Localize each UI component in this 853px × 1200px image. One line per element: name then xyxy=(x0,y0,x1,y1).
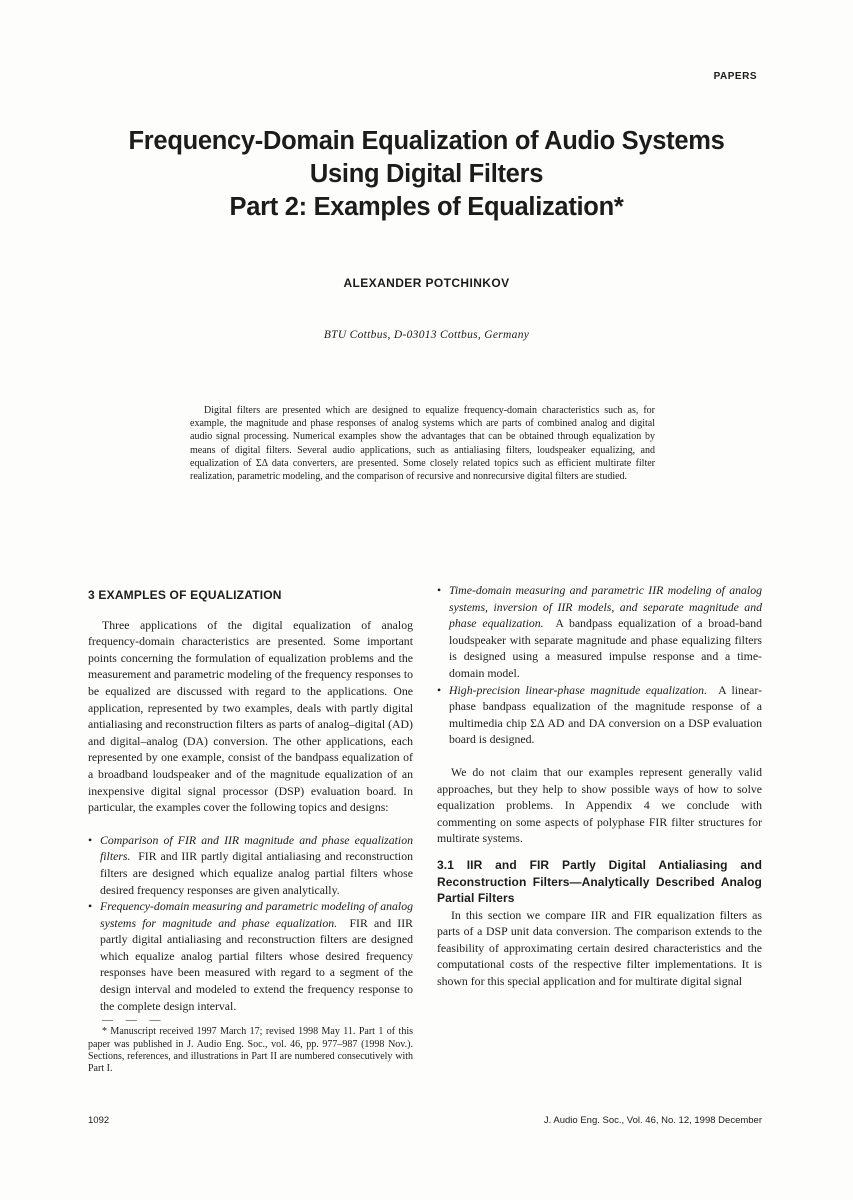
abstract-text: Digital filters are presented which are designed to equalize frequency-domain characteristics such as, for example, the magnitude and phase responses of analog systems which are parts of combined analog and digital audio signal processing. Numerical examples show the advantages that can be obtained through equalization by means of digital filters. Several audio applications, such as antialiasing filters, loudspeaker equalizing, and equalization of ΣΔ data converters, are presented. Some closely related topics such as efficient multirate filter realization, parametric modeling, and the comparison of recursive and nonrecursive digital filters are studied. xyxy=(190,405,655,483)
paper-title xyxy=(0,125,853,224)
bullet-text: A bandpass equalization of a broad-band loudspeaker with separate magnitude and phase equalizing filters is designed using a measured impulse response and a time-domain model. xyxy=(449,616,763,680)
bullet-title: Frequency-domain measuring and parametric modeling of analog systems for magnitude and phase equalization. xyxy=(100,899,413,930)
topics-list xyxy=(88,832,413,1015)
title-line: Part 2: Examples of Equalization* xyxy=(229,193,624,221)
bullet-text: FIR and IIR partly digital antialiasing and reconstruction filters are designed which equalize analog partial filters whose desired frequency responses are given analytically. xyxy=(100,849,413,897)
author: ALEXANDER POTCHINKOV xyxy=(343,276,510,290)
list-item xyxy=(437,582,762,682)
bullet-text: FIR and IIR partly digital antialiasing and reconstruction filters are designed which equalize analog partial filters whose desired frequency responses have been measured with regard to a segment of the design interval and modeled to extend the frequency response to the complete design interval. xyxy=(100,915,414,1013)
bullet-text: A linear-phase bandpass equalization of the magnitude response of a multimedia chip ΣΔ AD and DA conversion on a DSP evaluation board is designed. xyxy=(449,682,762,747)
list-item xyxy=(437,682,762,748)
subsection-heading: 3.1 IIR and FIR Partly Digital Antialiasing and Reconstruction Filters—Analytically Described Analog Partial Filters xyxy=(437,857,762,906)
topics-list-continued xyxy=(437,582,762,748)
list-item xyxy=(88,832,413,898)
page-number: 1092 xyxy=(88,1115,110,1126)
running-header: PAPERS xyxy=(713,71,757,82)
bullet-title: High-precision linear-phase magnitude equalization. xyxy=(449,682,708,697)
title-line: Using Digital Filters xyxy=(309,160,544,188)
section-closing: We do not claim that our examples represent generally valid approaches, but they help to show possible ways of how to solve equalization problems. In Appendix 4 we conclude with commenting on some aspects of polyphase FIR filter structures for multirate systems. xyxy=(437,764,762,846)
title-line: Frequency-Domain Equalization of Audio Systems xyxy=(128,127,725,155)
affiliation: BTU Cottbus, D-03013 Cottbus, Germany xyxy=(323,329,530,341)
bullet-title: Comparison of FIR and IIR magnitude and phase equalization filters. xyxy=(100,832,413,864)
journal-citation: J. Audio Eng. Soc., Vol. 46, No. 12, 1998 December xyxy=(543,1115,762,1126)
section-heading: 3 EXAMPLES OF EQUALIZATION xyxy=(88,588,282,602)
list-item xyxy=(88,898,413,1014)
bullet-title: Time-domain measuring and parametric IIR modeling of analog systems, inversion of IIR models, and separate magnitude and phase equalization. xyxy=(449,583,762,631)
abstract xyxy=(190,404,655,483)
section-intro: Three applications of the digital equalization of analog frequency-domain characteristics are presented. Some important points concerning the formulation of equalization problems and the measurement and parametric modeling of the frequency responses to be equalized are discussed with regard to the applications. One application, represented by two examples, deals with partly digital antialiasing and reconstruction filters as parts of analog–digital (AD) and digital–analog (DA) conversion. The other applications, each represented by one example, consist of the bandpass equalization of a broadband loudspeaker and of the magnitude equalization of an inexpensive digital signal processor (DSP) evaluation board. In particular, the examples cover the following topics and designs: xyxy=(88,617,413,815)
footnote: * Manuscript received 1997 March 17; revised 1998 May 11. Part 1 of this paper was published in J. Audio Eng. Soc., vol. 46, pp. 977–987 (1998 Nov.). Sections, references, and illustrations in Part II are numbered consecutively with Part I. xyxy=(88,1026,413,1075)
left-column xyxy=(88,587,413,1075)
right-column xyxy=(437,582,762,990)
subsection-text: In this section we compare IIR and FIR equalization filters as parts of a DSP unit data conversion. The comparison extends to the feasibility of approximating certain desired characteristics and the computational costs of the respective filter implementations. It is shown for this special application and for multirate digital signal xyxy=(437,907,762,989)
footnote-rule: — — — xyxy=(102,1014,166,1027)
